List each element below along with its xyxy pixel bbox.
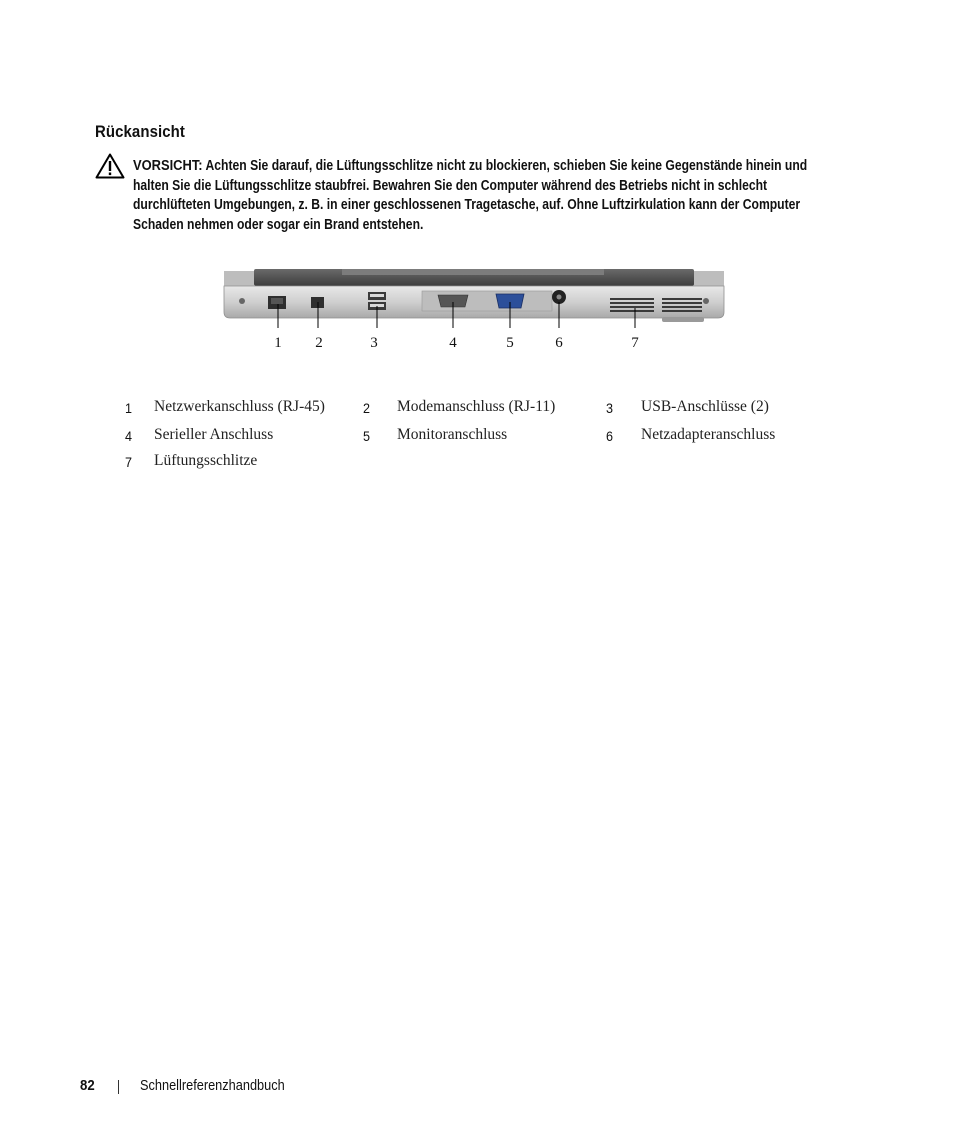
legend-number: 7 [125, 454, 133, 470]
legend-number: 6 [606, 428, 614, 444]
legend-number: 5 [363, 428, 371, 444]
legend-label: Modemanschluss (RJ-11) [397, 398, 556, 415]
footer-divider [118, 1080, 119, 1094]
legend-number: 1 [125, 400, 133, 416]
page-number: 82 [80, 1077, 95, 1094]
callout-4: 4 [449, 335, 457, 351]
callout-2: 2 [315, 335, 323, 351]
callout-5: 5 [506, 335, 514, 351]
caution-body: Achten Sie darauf, die Lüftungsschlitze nicht zu blockieren, schieben Sie keine Gegenstände hinein und halten Sie die Lüftungsschlitze staubfrei. Bewahren Sie den Computer während des Betriebs nicht in schlecht durchlüfteten Umgebungen, z. B. in einer geschlossenen Tragetasche, auf. Ohne Luftzirkulation kann der Computer Schaden nehmen oder sogar ein Brand entstehen. [133, 158, 808, 233]
callout-6: 6 [555, 335, 563, 351]
legend-label: Serieller Anschluss [154, 426, 274, 443]
legend-label: Netzadapteranschluss [641, 426, 776, 443]
legend-number: 3 [606, 400, 614, 416]
warning-triangle-icon [95, 153, 125, 179]
footer-title: Schnellreferenzhandbuch [140, 1078, 285, 1094]
callout-7: 7 [631, 335, 639, 351]
caution-notice [133, 156, 839, 235]
caution-label: VORSICHT: [133, 157, 203, 174]
legend-number: 2 [363, 400, 371, 416]
legend-label: Lüftungsschlitze [154, 452, 258, 469]
callout-1: 1 [274, 335, 282, 351]
legend-label: Monitoranschluss [397, 426, 508, 443]
laptop-rear-view-illustration [222, 268, 726, 328]
legend-number: 4 [125, 428, 133, 444]
legend-label: Netzwerkanschluss (RJ-45) [154, 398, 325, 415]
section-heading: Rückansicht [95, 122, 185, 141]
legend-label: USB-Anschlüsse (2) [641, 398, 769, 415]
callout-3: 3 [370, 335, 378, 351]
